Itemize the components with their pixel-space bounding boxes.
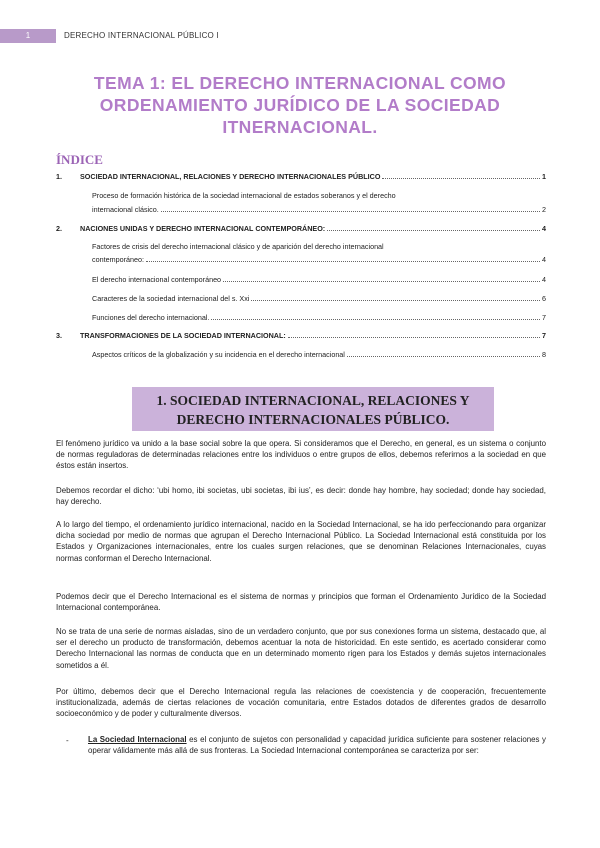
body-paragraph: No se trata de una serie de normas aisladas, sino de un verdadero conjunto, que por sus conexiones forma un sistema, destacado que, al ser el derecho un producto de transformación, debemos acentuar la nota de historicidad. En este sentido, es acertado considerar como Derecho Internacional las normas de conducta que en un determinado momento rigen para los Estados y demás sujetos internacionales sometidos a él. — [56, 627, 546, 670]
main-title-line2: ORDENAMIENTO JURÍDICO DE LA SOCIEDAD — [99, 95, 501, 115]
main-title-line1: TEMA 1: EL DERECHO INTERNACIONAL COMO — [93, 73, 507, 93]
toc-entry[interactable]: Aspectos críticos de la globalización y su incidencia en el derecho internacional 8 — [92, 350, 546, 359]
toc-entry[interactable]: contemporáneo: 4 — [92, 255, 546, 264]
main-title — [60, 72, 540, 138]
bullet-item — [88, 734, 546, 756]
body-paragraph: A lo largo del tiempo, el ordenamiento jurídico internacional, nacido en la Sociedad Internacional, se ha ido perfeccionando para organizar dicha sociedad por medio de normas que agrupan el Derecho Internacional Público. La Sociedad Internacional está constituida por los Estados y Organizaciones internacionales, entre los cuales surgen relaciones, que se denominan Relaciones Internacionales, cuyas normas conforman el Derecho Internacional. — [56, 520, 546, 563]
toc-entry[interactable]: El derecho internacional contemporáneo 4 — [92, 275, 546, 284]
bullet-dash: - — [66, 736, 69, 745]
toc-entry[interactable]: Caracteres de la sociedad internacional del s. Xxi 6 — [92, 294, 546, 303]
main-title-line3: ITNERNACIONAL. — [222, 117, 378, 137]
body-paragraph: Por último, debemos decir que el Derecho Internacional regula las relaciones de coexistencia y de cooperación, frecuentemente institucionalizada, además de ciertas relaciones de vocación comunitaria, entre Estados dotados de diferentes grados de desarrollo socioeconómico y de poder y culturalmente diversos. — [56, 687, 546, 719]
toc-entry[interactable]: 2. NACIONES UNIDAS Y DERECHO INTERNACIONAL CONTEMPORÁNEO: 4 — [56, 224, 546, 233]
body-paragraph: El fenómeno jurídico va unido a la base social sobre la que opera. Si consideramos que el Derecho, en general, es un sistema o conjunto de normas reguladoras de determinadas relaciones entre los individuos o entre grupos de ellos, debemos referirnos a la sociedad en que éstos están insertos. — [56, 439, 546, 471]
bullet-term: La Sociedad Internacional — [88, 735, 187, 744]
body-paragraph: Podemos decir que el Derecho Internacional es el sistema de normas y principios que forman el Ordenamiento Jurídico de la Sociedad Internacional contemporánea. — [56, 592, 546, 613]
bullet-body: es el conjunto de sujetos con personalidad y capacidad jurídica suficiente para sostener relaciones y operar válidamente más allá de sus fronteras. La Sociedad Internacional contemporánea se caracteriza por ser: — [88, 735, 546, 756]
page-header — [0, 29, 600, 43]
section-heading-line2: DERECHO INTERNACIONALES PÚBLICO. — [176, 412, 450, 427]
body-paragraph: Debemos recordar el dicho: ‘ubi homo, ibi societas, ubi societas, ibi ius’, es decir: donde hay hombre, hay sociedad; donde hay sociedad, hay derecho. — [56, 486, 546, 507]
toc-entry[interactable]: 3. TRANSFORMACIONES DE LA SOCIEDAD INTERNACIONAL: 7 — [56, 331, 546, 340]
toc-entry-line[interactable]: Factores de crisis del derecho internacional clásico y de aparición del derecho internacional — [92, 242, 384, 251]
toc-entry[interactable]: Funciones del derecho internacional. 7 — [92, 313, 546, 322]
toc-entry[interactable]: internacional clásico. 2 — [92, 205, 546, 214]
toc-entry[interactable]: 1. SOCIEDAD INTERNACIONAL, RELACIONES Y DERECHO INTERNACIONALES PÚBLICO 1 — [56, 172, 546, 181]
header-title: DERECHO INTERNACIONAL PÚBLICO I — [64, 31, 219, 40]
section-heading — [132, 387, 494, 431]
page-number: 1 — [0, 29, 56, 43]
toc-entry-line[interactable]: Proceso de formación histórica de la sociedad internacional de estados soberanos y el derecho — [92, 191, 396, 200]
section-heading-line1: 1. SOCIEDAD INTERNACIONAL, RELACIONES Y — [156, 393, 470, 408]
index-title: ÍNDICE — [56, 152, 103, 167]
